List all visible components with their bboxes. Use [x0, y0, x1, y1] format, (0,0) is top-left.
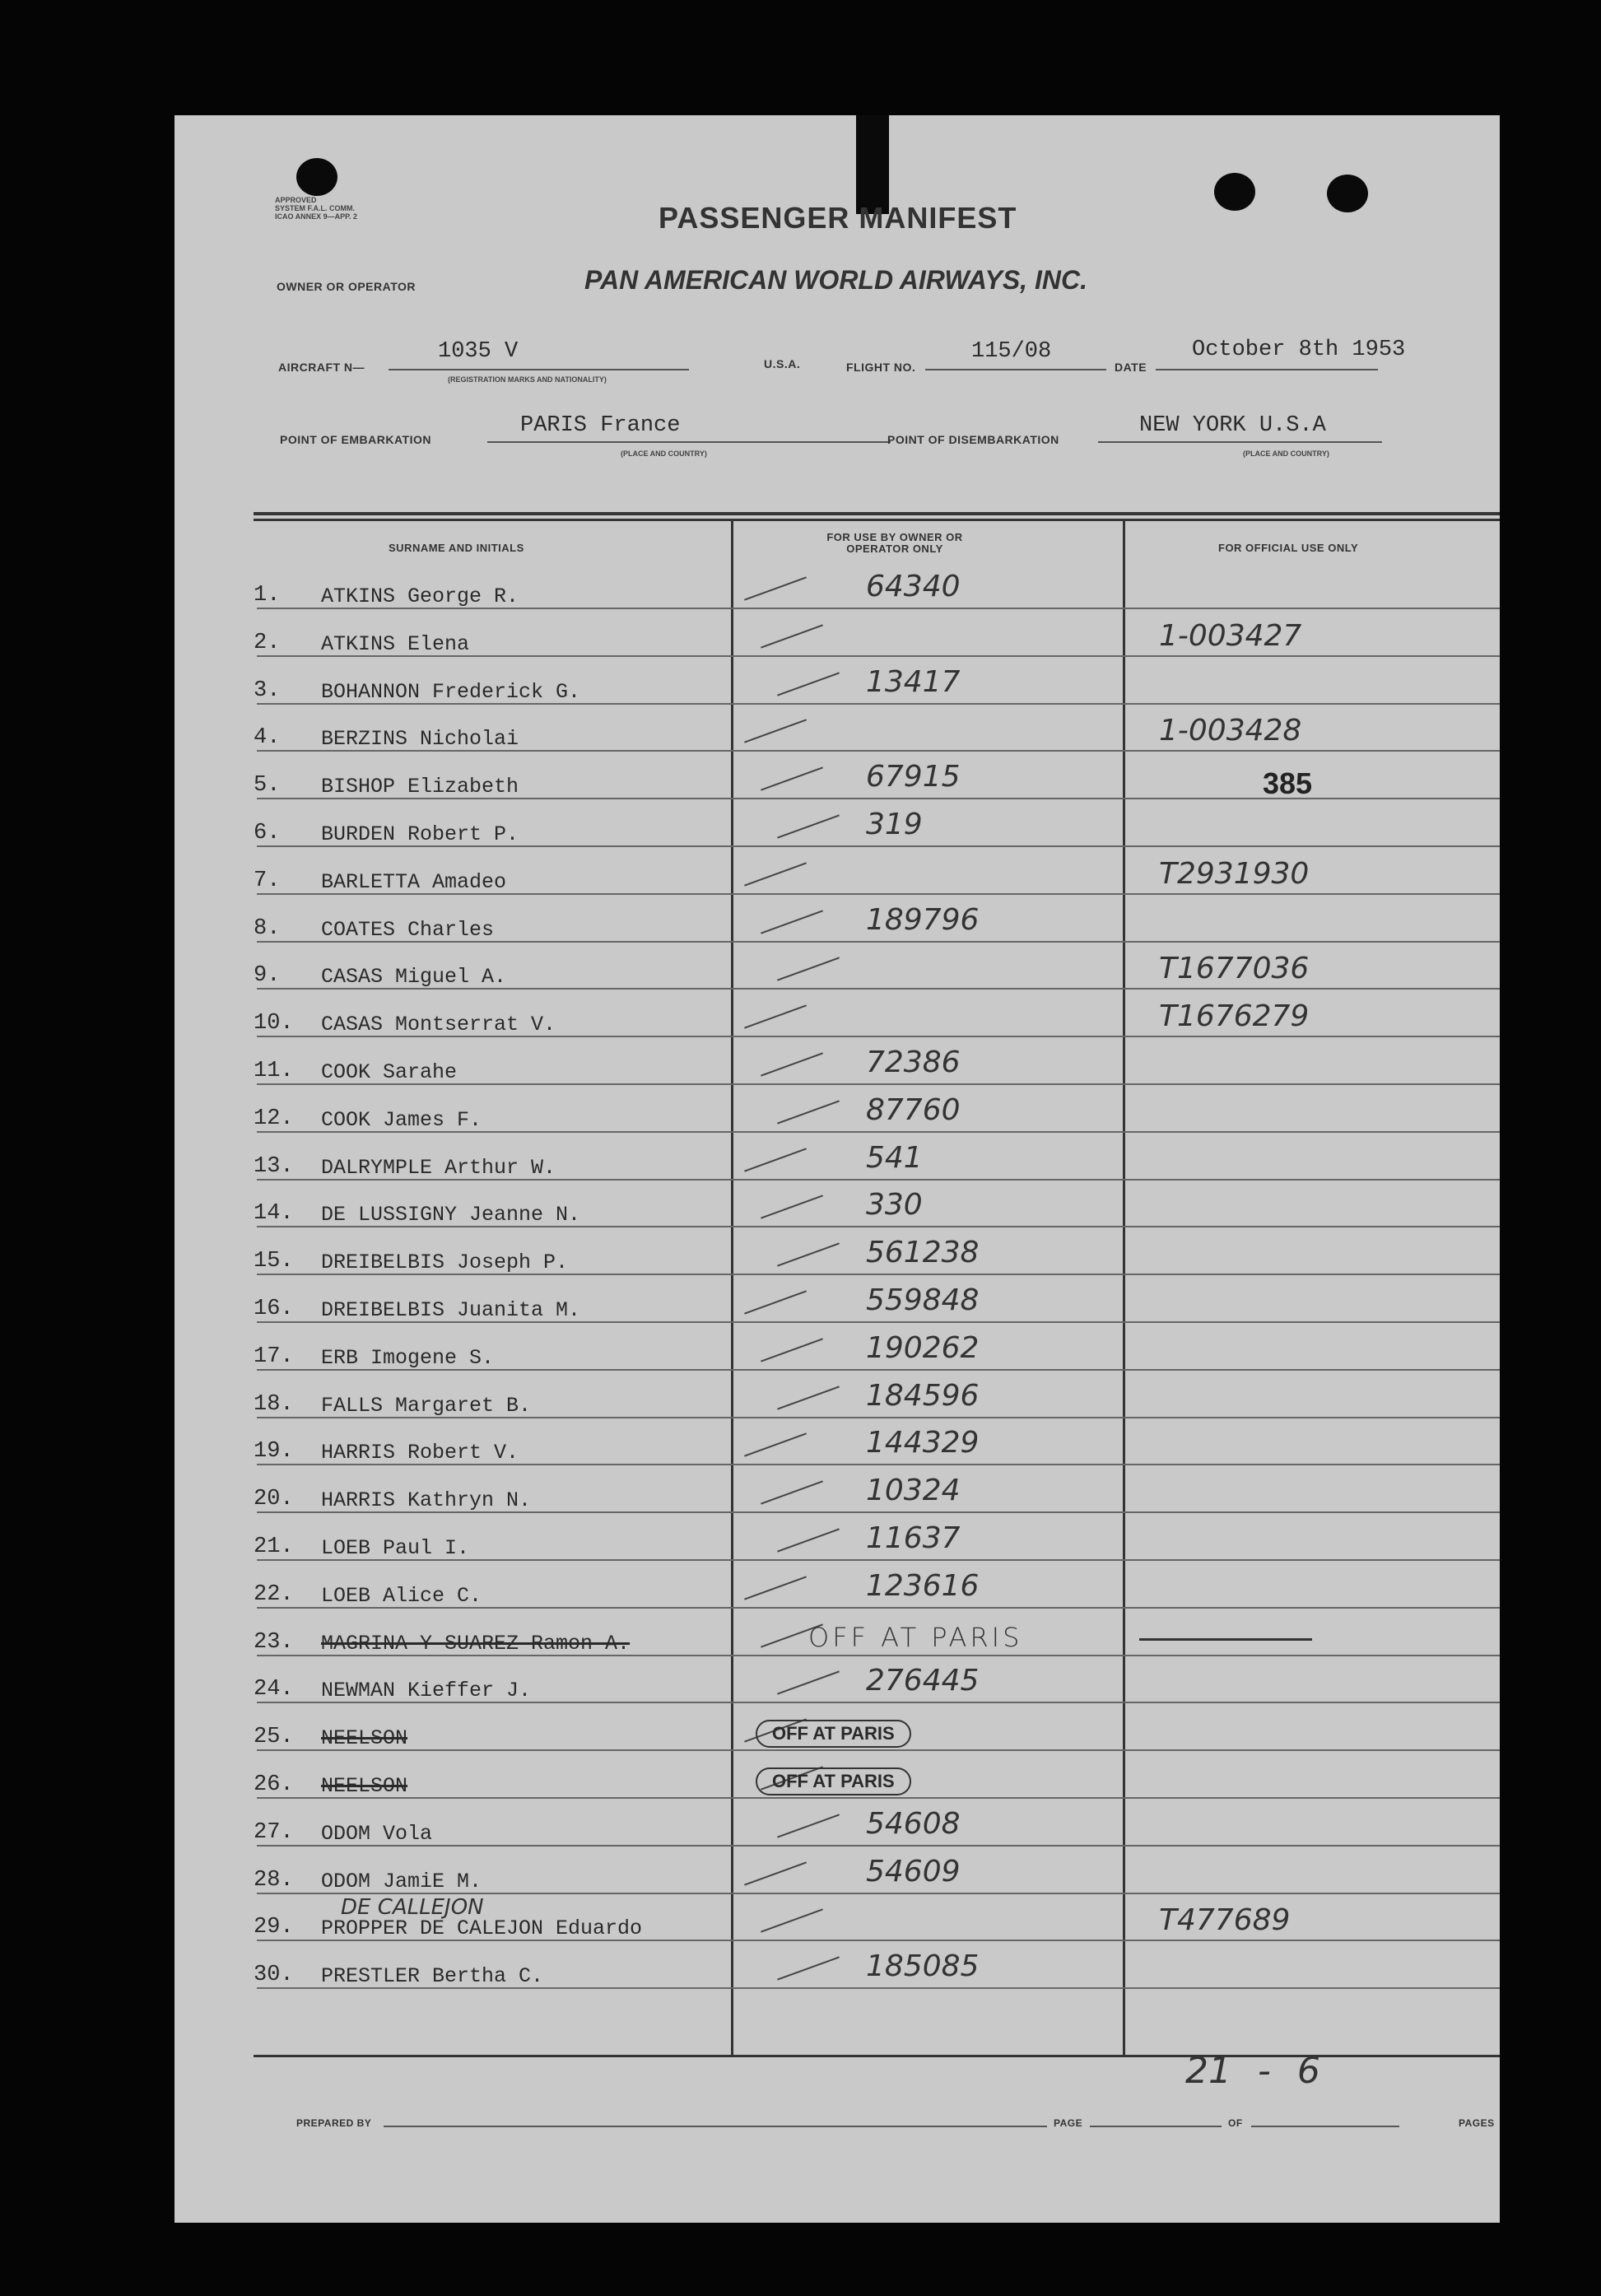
punch-hole-left [296, 158, 337, 196]
passenger-name: COOK Sarahe [321, 1060, 458, 1084]
passenger-name: ATKINS George R. [321, 584, 519, 608]
usa-label: U.S.A. [764, 357, 801, 370]
row-number: 30. [254, 1963, 294, 1988]
row-number: 27. [254, 1819, 294, 1845]
owner-reference: OFF AT PARIS [808, 1621, 1023, 1653]
approval-line-1: APPROVED [275, 196, 317, 204]
official-reference: 1-003427 [1159, 618, 1302, 653]
owner-reference: 330 [866, 1188, 923, 1223]
check-mark [761, 1195, 823, 1219]
flight-value: 115/08 [971, 339, 1052, 364]
disembark-label: POINT OF DISEMBARKATION [887, 433, 1059, 446]
pages-label: PAGES [1459, 2117, 1495, 2129]
column-header-owner-use: FOR USE BY OWNER OR OPERATOR ONLY [826, 531, 963, 555]
row-number: 19. [254, 1439, 294, 1465]
owner-reference: 319 [866, 808, 923, 841]
row-number: 1. [254, 583, 281, 608]
passenger-name: BERZINS Nicholai [321, 727, 519, 752]
check-mark [744, 576, 807, 600]
check-mark [777, 672, 840, 696]
passenger-name: DREIBELBIS Joseph P. [321, 1250, 569, 1275]
passenger-name: ODOM JamiE M. [321, 1869, 482, 1893]
passenger-row [175, 1664, 1500, 1715]
owner-reference: 559848 [866, 1283, 980, 1317]
operator-name: PAN AMERICAN WORLD AIRWAYS, INC. [584, 265, 1087, 295]
passenger-row [175, 1521, 1500, 1572]
passenger-row [175, 1426, 1500, 1477]
embark-note: (PLACE AND COUNTRY) [621, 449, 707, 458]
official-reference: T2931930 [1159, 856, 1310, 891]
column-header-official-use: FOR OFFICIAL USE ONLY [1218, 542, 1359, 554]
check-mark [744, 720, 807, 743]
row-number: 11. [254, 1059, 294, 1083]
owner-reference: OFF AT PARIS [756, 1767, 911, 1795]
row-number: 6. [254, 821, 281, 845]
passenger-name: BISHOP Elizabeth [321, 775, 519, 799]
manifest-sheet [175, 115, 1500, 2223]
passenger-name: NEWMAN Kieffer J. [321, 1679, 532, 1703]
passenger-row [175, 1001, 1500, 1049]
check-mark [761, 1481, 823, 1505]
official-reference: T1677036 [1159, 952, 1310, 986]
owner-reference: 123616 [866, 1568, 980, 1603]
row-number: 10. [254, 1011, 294, 1036]
passenger-name: MAGRINA Y SUAREZ Ramon A. [321, 1631, 631, 1656]
page-underline [1090, 2126, 1222, 2127]
owner-reference: 64340 [866, 570, 961, 603]
row-number: 26. [254, 1772, 294, 1797]
check-mark [777, 1528, 840, 1552]
passenger-row [175, 856, 1500, 906]
passenger-row [175, 1188, 1500, 1239]
passenger-name: LOEB Alice C. [321, 1583, 482, 1608]
row-number: 14. [254, 1201, 294, 1227]
official-reference: 1-003428 [1159, 714, 1302, 748]
passenger-name: DALRYMPLE Arthur W. [321, 1155, 556, 1180]
embark-label: POINT OF EMBARKATION [280, 433, 431, 446]
check-mark [761, 1338, 823, 1362]
passenger-row [175, 1568, 1500, 1620]
passenger-row [175, 1620, 1500, 1668]
passenger-row [175, 1806, 1500, 1858]
owner-reference: 54608 [866, 1806, 961, 1841]
row-number: 18. [254, 1391, 294, 1417]
row-number: 29. [254, 1915, 294, 1940]
passenger-name: PRESTLER Bertha C. [321, 1964, 544, 1989]
check-mark [744, 1290, 807, 1314]
owner-reference: 67915 [866, 760, 961, 794]
passenger-row [175, 1140, 1500, 1192]
passenger-row [175, 760, 1500, 811]
page-title: PASSENGER MANIFEST [659, 201, 1017, 235]
passenger-row [175, 618, 1500, 668]
official-reference: 385 [1263, 766, 1313, 801]
passenger-row [175, 715, 1500, 763]
aircraft-note: (REGISTRATION MARKS AND NATIONALITY) [448, 375, 607, 384]
row-number: 25. [254, 1725, 294, 1750]
page-note: 21 - 6 [1185, 2050, 1320, 2092]
flight-label: FLIGHT NO. [846, 361, 916, 374]
row-number: 2. [254, 630, 281, 655]
passenger-name: HARRIS Robert V. [321, 1441, 519, 1465]
passenger-row [175, 1949, 1500, 2000]
passenger-name: NEELSON [321, 1726, 408, 1751]
approval-line-3: ICAO ANNEX 9—APP. 2 [275, 212, 358, 221]
official-dash [1139, 1638, 1312, 1641]
date-value: October 8th 1953 [1192, 338, 1406, 362]
passenger-row [175, 1283, 1500, 1334]
owner-reference: 87760 [866, 1092, 961, 1127]
row-number: 21. [254, 1535, 294, 1559]
of-label: OF [1228, 2117, 1243, 2129]
owner-reference: 276445 [866, 1664, 980, 1698]
passenger-name: BURDEN Robert P. [321, 822, 519, 846]
torn-notch [856, 115, 889, 214]
check-mark [777, 1671, 840, 1695]
owner-reference: 184596 [866, 1378, 980, 1413]
passenger-name: ERB Imogene S. [321, 1345, 495, 1370]
passenger-row [175, 902, 1500, 954]
check-mark [777, 1957, 840, 1981]
check-mark [744, 1576, 807, 1600]
row-number: 23. [254, 1629, 294, 1655]
passenger-row [175, 570, 1500, 621]
passenger-row [175, 1330, 1500, 1382]
row-number: 16. [254, 1297, 294, 1321]
passenger-name: ATKINS Elena [321, 631, 470, 656]
passenger-name: HARRIS Kathryn N. [321, 1488, 532, 1513]
check-mark [777, 1243, 840, 1267]
owner-reference: 10324 [866, 1474, 961, 1508]
check-mark [761, 1052, 823, 1076]
check-mark [777, 957, 840, 981]
disembark-value: NEW YORK U.S.A [1139, 413, 1326, 438]
row29-overwrite: DE CALLEJON [341, 1895, 484, 1920]
passenger-row [175, 1046, 1500, 1097]
check-mark [761, 1909, 823, 1933]
row-number: 22. [254, 1581, 294, 1607]
check-mark [744, 1005, 807, 1029]
of-underline [1251, 2126, 1399, 2127]
passenger-row [175, 1378, 1500, 1430]
row-number: 9. [254, 963, 281, 989]
row-number: 20. [254, 1487, 294, 1512]
passenger-name: DE LUSSIGNY Jeanne N. [321, 1203, 581, 1227]
owner-reference: 13417 [866, 664, 961, 699]
date-label: DATE [1115, 361, 1147, 374]
row-number: 3. [254, 678, 281, 703]
passenger-row [175, 808, 1500, 859]
row-number: 17. [254, 1344, 294, 1369]
embark-value: PARIS France [520, 413, 681, 438]
owner-reference: 72386 [866, 1046, 961, 1079]
passenger-row [175, 664, 1500, 716]
check-mark [777, 1386, 840, 1409]
passenger-name: BARLETTA Amadeo [321, 869, 507, 894]
passenger-row [175, 1474, 1500, 1525]
owner-reference: 11637 [866, 1521, 961, 1555]
prepared-label: PREPARED BY [296, 2117, 372, 2129]
passenger-row [175, 1092, 1500, 1144]
passenger-name: LOEB Paul I. [321, 1536, 470, 1560]
aircraft-value: 1035 V [438, 339, 519, 364]
row-number: 28. [254, 1867, 294, 1893]
passenger-name: CASAS Montserrat V. [321, 1013, 556, 1037]
passenger-row [175, 953, 1500, 1001]
official-reference: T1676279 [1159, 999, 1310, 1034]
owner-label: OWNER OR OPERATOR [277, 280, 416, 293]
passenger-name: ODOM Vola [321, 1821, 433, 1846]
check-mark [761, 624, 823, 648]
passenger-name: FALLS Margaret B. [321, 1393, 532, 1418]
punch-hole-right-2 [1327, 175, 1368, 212]
check-mark [744, 862, 807, 886]
passenger-name: CASAS Miguel A. [321, 965, 507, 990]
passenger-name: PROPPER DE CALEJON Eduardo [321, 1916, 643, 1941]
passenger-name: DREIBELBIS Juanita M. [321, 1298, 581, 1322]
owner-reference: 541 [866, 1140, 923, 1175]
check-mark [777, 1100, 840, 1124]
passenger-name: NEELSON [321, 1774, 408, 1798]
owner-reference: 144329 [866, 1426, 980, 1460]
punch-hole-right-1 [1214, 173, 1255, 211]
check-mark [744, 1861, 807, 1885]
disembark-note: (PLACE AND COUNTRY) [1243, 449, 1329, 458]
check-mark [744, 1148, 807, 1171]
check-mark [777, 814, 840, 838]
owner-reference: 561238 [866, 1236, 980, 1270]
embark-underline [487, 441, 891, 443]
row-number: 8. [254, 915, 281, 941]
date-underline [1156, 369, 1378, 370]
page-label: PAGE [1054, 2117, 1083, 2129]
row-number: 5. [254, 773, 281, 799]
approval-stamp [275, 196, 357, 221]
column-header-surname: SURNAME AND INITIALS [389, 542, 524, 554]
passenger-name: COATES Charles [321, 917, 495, 942]
flight-underline [925, 369, 1106, 370]
owner-reference: OFF AT PARIS [756, 1720, 911, 1748]
passenger-row [175, 1715, 1500, 1763]
row-number: 13. [254, 1153, 294, 1179]
passenger-row [175, 1236, 1500, 1287]
disembark-underline [1098, 441, 1382, 443]
aircraft-underline [389, 369, 689, 370]
row-number: 4. [254, 725, 281, 751]
owner-reference: 190262 [866, 1330, 980, 1365]
table-top-rule [254, 512, 1500, 521]
passenger-name: COOK James F. [321, 1107, 482, 1132]
owner-reference: 185085 [866, 1949, 980, 1984]
prepared-underline [384, 2126, 1047, 2127]
passenger-name: BOHANNON Frederick G. [321, 679, 581, 704]
row-number: 15. [254, 1249, 294, 1274]
aircraft-label: AIRCRAFT N— [278, 361, 365, 374]
official-reference: T477689 [1159, 1903, 1291, 1938]
check-mark [777, 1814, 840, 1837]
row-number: 12. [254, 1106, 294, 1131]
check-mark [761, 910, 823, 934]
approval-line-2: SYSTEM F.A.L. COMM. [275, 204, 356, 212]
check-mark [761, 767, 823, 791]
row-number: 7. [254, 868, 281, 893]
check-mark [744, 1433, 807, 1457]
row-number: 24. [254, 1677, 294, 1702]
owner-reference: 189796 [866, 902, 980, 937]
owner-reference: 54609 [866, 1854, 961, 1888]
passenger-row [175, 1763, 1500, 1810]
